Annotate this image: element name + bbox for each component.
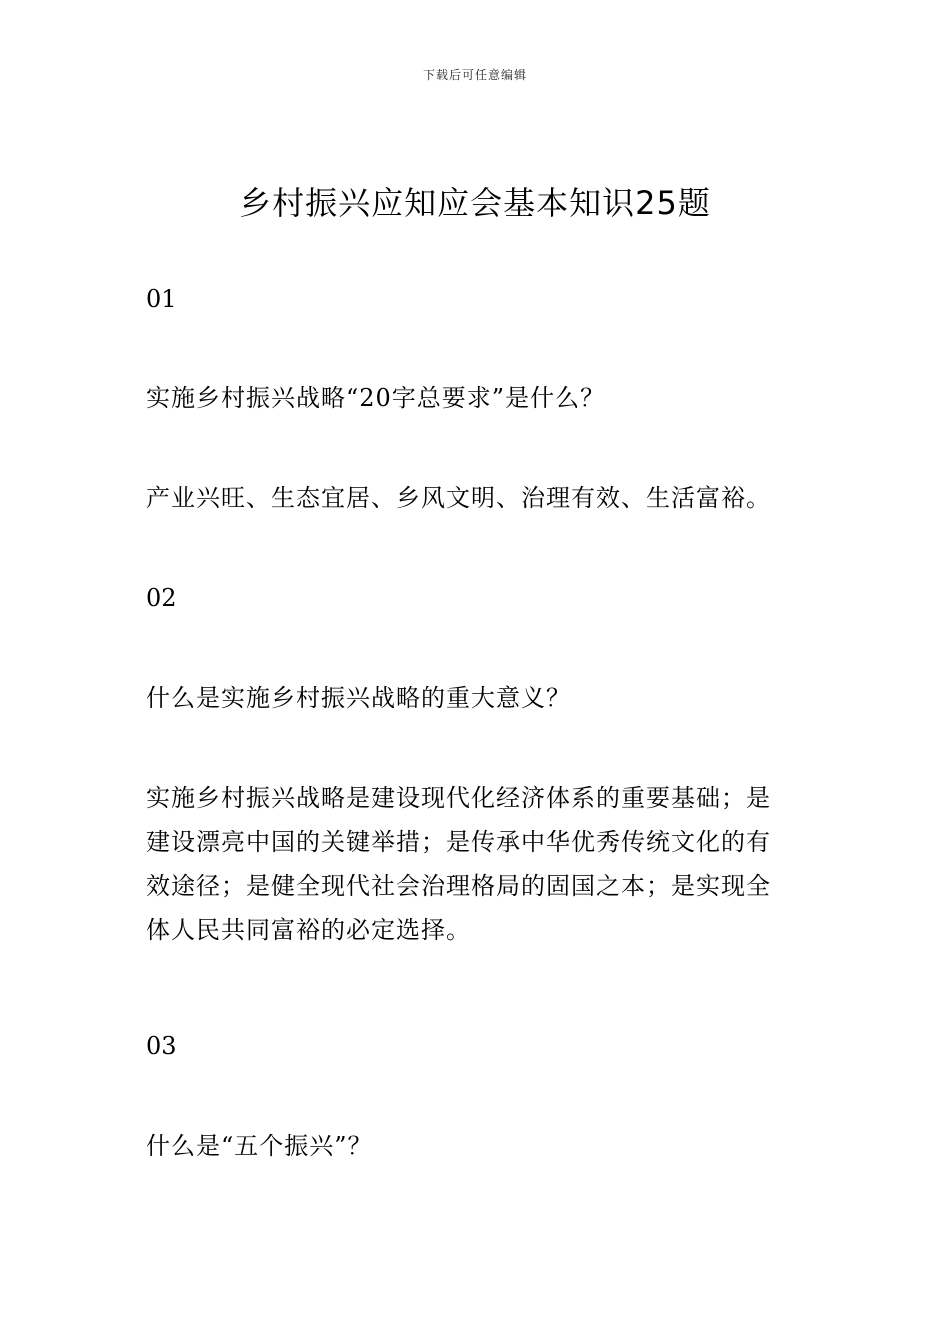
- question-text: 什么是实施乡村振兴战略的重大意义？: [146, 684, 571, 712]
- question-number: 02: [146, 584, 177, 612]
- answer-line: 效途径；是健全现代社会治理格局的固国之本；是实现全: [146, 872, 771, 900]
- question-number: 03: [146, 1032, 177, 1060]
- document-title: 乡村振兴应知应会基本知识25题: [239, 184, 711, 222]
- answer-line: 实施乡村振兴战略是建设现代化经济体系的重要基础；是: [146, 784, 771, 812]
- header-note: 下载后可任意编辑: [422, 68, 527, 82]
- question-text: 什么是“五个振兴”？: [146, 1132, 373, 1160]
- question-number: 01: [146, 285, 177, 313]
- answer-line: 体人民共同富裕的必定选择。: [146, 916, 471, 944]
- answer-text: 产业兴旺、生态宜居、乡风文明、治理有效、生活富裕。: [146, 484, 771, 512]
- answer-paragraph: [146, 776, 816, 952]
- question-text: 实施乡村振兴战略“20字总要求”是什么？: [146, 384, 606, 412]
- answer-line: 建设漂亮中国的关键举措；是传承中华优秀传统文化的有: [146, 828, 771, 856]
